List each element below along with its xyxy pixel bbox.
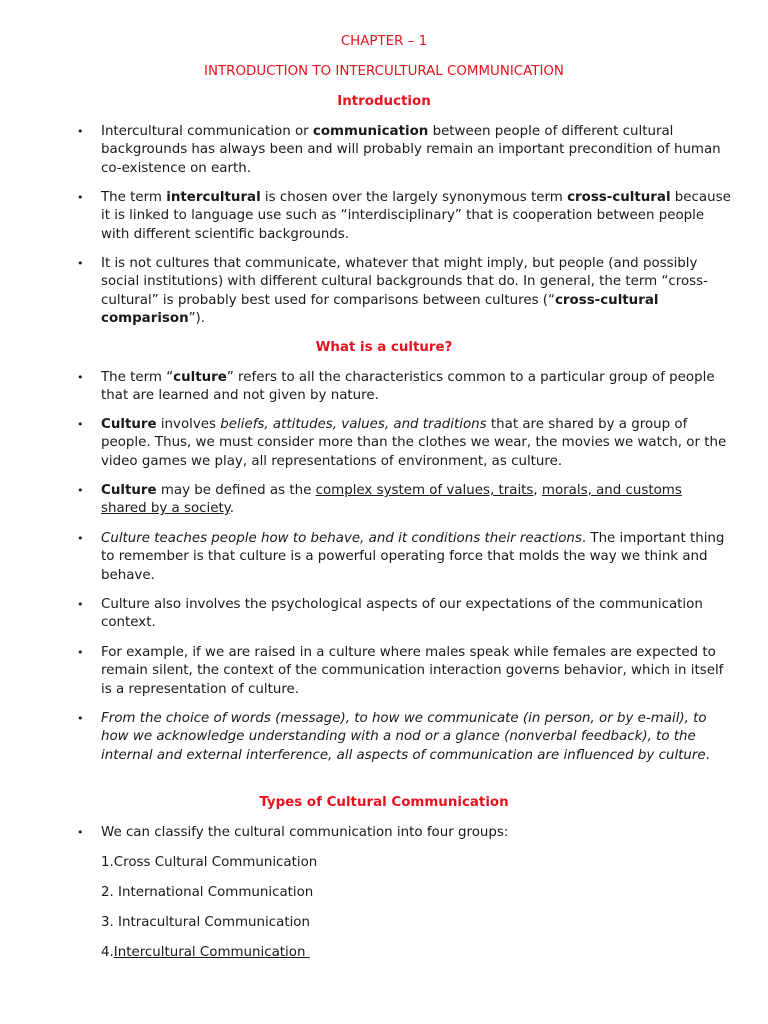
culture-bullet-1: • The term “culture” refers to all the characteristics common to a particular group of people that are learned and not given by nature.: [101, 369, 731, 406]
type-item-1: 1.Cross Cultural Communication: [101, 855, 318, 870]
section-heading-culture: What is a culture?: [315, 340, 453, 355]
intro-bullet-2: • The term intercultural is chosen over the largely synonymous term cross-cultural because it is linked to language use such as “interdisciplinary” that is cooperation between people with different scientific backgrounds.: [101, 189, 731, 244]
culture-bullet-5: • Culture also involves the psychological aspects of our expectations of the communication context.: [101, 596, 731, 633]
chapter-heading: CHAPTER – 1: [340, 34, 428, 49]
culture-bullet-2: • Culture involves beliefs, attitudes, values, and traditions that are shared by a group of people. Thus, we must consider more than the clothes we wear, the movies we watch, or the video games we play, all representations of environment, as culture.: [101, 416, 731, 471]
type-item-3: 3. Intracultural Communication: [101, 915, 310, 930]
culture-bullet-7: • From the choice of words (message), to how we communicate (in person, or by e-mail), to how we acknowledge understanding with a nod or a glance (nonverbal feedback), to the internal and external interference, all aspects of communication are influenced by culture.: [101, 710, 731, 765]
culture-bullet-3: • Culture may be defined as the complex system of values, traits, morals, and customs shared by a society.: [101, 482, 731, 519]
document-title: INTRODUCTION TO INTERCULTURAL COMMUNICATION: [204, 64, 564, 79]
intro-bullet-1: • Intercultural communication or communication between people of different cultural backgrounds has always been and will probably remain an important precondition of human co-existence on earth.: [101, 123, 731, 178]
section-heading-introduction: Introduction: [337, 94, 431, 109]
section-heading-types: Types of Cultural Communication: [259, 795, 509, 810]
types-bullet-1: • We can classify the cultural communication into four groups:: [101, 824, 731, 842]
culture-bullet-6: • For example, if we are raised in a culture where males speak while females are expected to remain silent, the context of the communication interaction governs behavior, which in itself is a representation of culture.: [101, 644, 731, 699]
type-item-4: 4.Intercultural Communication: [101, 945, 310, 960]
intro-bullet-3: • It is not cultures that communicate, whatever that might imply, but people (and possibly social institutions) with different cultural backgrounds that do. In general, the term “cross-cultural” is probably best used for comparisons between cultures (“cross-cultural comparison”).: [101, 255, 731, 328]
culture-bullet-4: • Culture teaches people how to behave, and it conditions their reactions. The important thing to remember is that culture is a powerful operating force that molds the way we think and behave.: [101, 530, 731, 585]
type-item-2: 2. International Communication: [101, 885, 314, 900]
